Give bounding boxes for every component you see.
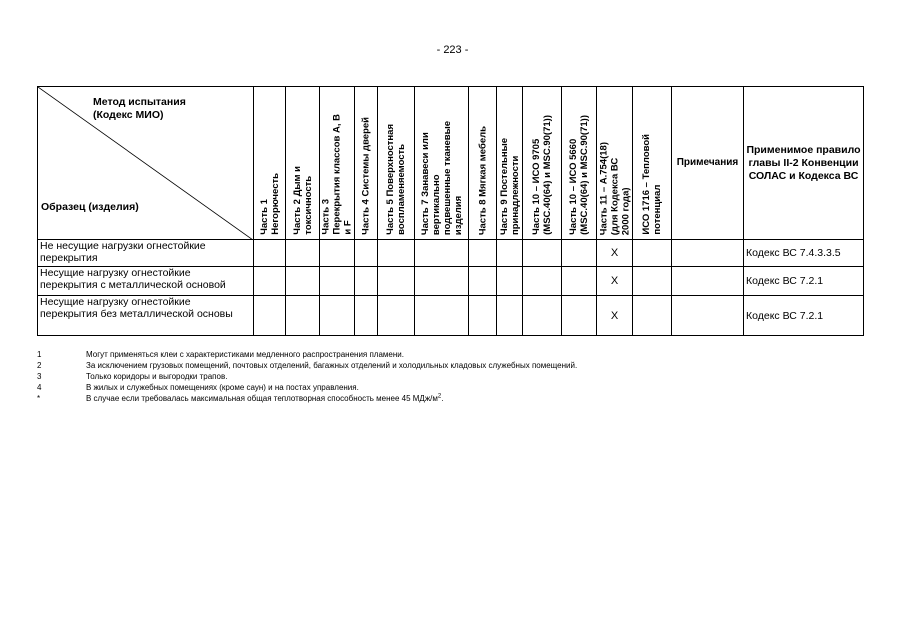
footnote-number: 2 bbox=[37, 361, 42, 370]
row-label: Несущие нагрузку огнестойкие перекрытия с металлической основой bbox=[38, 267, 254, 296]
col-header-part-11: Часть 11 – А.754(18) (для Кодекса ВС 2000 года) bbox=[597, 87, 633, 240]
col-header-part-7: Часть 7 Занавеси или вертикально подвешенные тканевые изделия bbox=[415, 87, 469, 240]
header-row bbox=[38, 87, 864, 240]
method-header: Метод испытания (Кодекс МИО) bbox=[93, 96, 186, 121]
footnote-number: 4 bbox=[37, 383, 42, 392]
table-row bbox=[38, 267, 864, 296]
footnote-text: За исключением грузовых помещений, почтовых отделений, багажных отделений и холодильных кладовых служебных помещений. bbox=[86, 361, 578, 370]
col-header-part-1: Часть 1 Негорючесть bbox=[254, 87, 286, 240]
test-methods-table bbox=[37, 86, 864, 336]
footnote-number: 1 bbox=[37, 350, 42, 359]
footnote bbox=[37, 371, 577, 382]
sample-header: Образец (изделия) bbox=[41, 201, 139, 213]
col-header-part-10-iso-9705: Часть 10 – ИСО 9705 (MSC.40(64) и MSC.90(71)) bbox=[523, 87, 562, 240]
footnote-text: В случае если требовалась максимальная общая теплотворная способность менее 45 МДж/$м^2$. bbox=[86, 393, 444, 403]
footnote bbox=[37, 393, 577, 404]
col-header-notes: Примечания bbox=[672, 87, 744, 240]
rule-reference: Кодекс ВС 7.2.1 bbox=[744, 267, 864, 296]
col-header-part-3: Часть 3 Перекрытия классов А, В и F bbox=[320, 87, 355, 240]
col-header-part-8: Часть 8 Мягкая мебель bbox=[469, 87, 497, 240]
footnote bbox=[37, 382, 577, 393]
row-label: Несущие нагрузку огнестойкие перекрытия без металлической основы bbox=[38, 296, 254, 336]
col-header-applicable-rule: Применимое правило главы II-2 Конвенции СОЛАС и Кодекса ВС bbox=[744, 87, 864, 240]
check-mark: X bbox=[597, 296, 633, 336]
footnote bbox=[37, 360, 577, 371]
page-number: - 223 - bbox=[436, 44, 469, 56]
footnote-number: * bbox=[37, 394, 41, 403]
table-row bbox=[38, 296, 864, 336]
col-header-iso-1716: ИСО 1716 – Тепловой потенциал bbox=[633, 87, 672, 240]
col-header-part-2: Часть 2 Дым и токсичность bbox=[286, 87, 320, 240]
rule-reference: Кодекс ВС 7.2.1 bbox=[744, 296, 864, 336]
check-mark: X bbox=[597, 240, 633, 267]
footnotes bbox=[37, 349, 577, 404]
col-header-part-9: Часть 9 Постельные принадлежности bbox=[497, 87, 523, 240]
footnote-number: 3 bbox=[37, 372, 42, 381]
col-header-part-5: Часть 5 Поверхностная воспламеняемость bbox=[378, 87, 415, 240]
col-header-part-10-iso-5660: Часть 10 – ИСО 5660 (MSC.40(64) и MSC.90(71)) bbox=[562, 87, 597, 240]
footnote-text: Только коридоры и выгородки трапов. bbox=[86, 372, 228, 381]
table-row bbox=[38, 240, 864, 267]
corner-header-cell bbox=[38, 87, 254, 240]
footnote-text: В жилых и служебных помещениях (кроме саун) и на постах управления. bbox=[86, 383, 359, 392]
rule-reference: Кодекс ВС 7.4.3.3.5 bbox=[744, 240, 864, 267]
footnote bbox=[37, 349, 577, 360]
footnote-text: Могут применяться клеи с характеристиками медленного распространения пламени. bbox=[86, 350, 404, 359]
check-mark: X bbox=[597, 267, 633, 296]
col-header-part-4: Часть 4 Системы дверей bbox=[355, 87, 378, 240]
row-label: Не несущие нагрузки огнестойкие перекрытия bbox=[38, 240, 254, 267]
